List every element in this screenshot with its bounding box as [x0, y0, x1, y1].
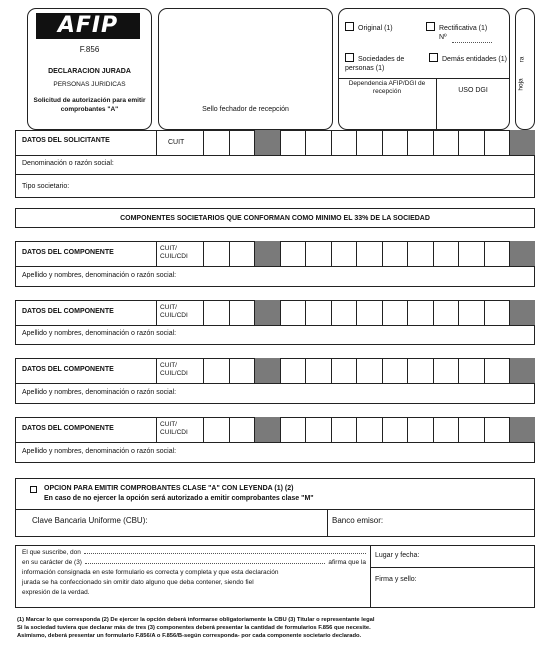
componentes-banner: COMPONENTES SOCIETARIOS QUE CONFORMAN COMO MINIMO EL 33% DE LA SOCIEDAD: [15, 208, 535, 228]
componente-title-2: DATOS DEL COMPONENTE: [22, 308, 114, 315]
componente-id-label-4: CUIT/ CUIL/CDI: [160, 421, 188, 436]
dependencia-label: Dependencia AFIP/DGI de recepción: [348, 80, 426, 95]
checkbox-demas-box[interactable]: [429, 53, 438, 62]
componente-id-label-2: CUIT/ CUIL/CDI: [160, 304, 188, 319]
componente-row-divider-4: [15, 442, 535, 443]
opcion-subtitle: En caso de no ejercer la opción será autorizado a emitir comprobantes clase "M": [44, 495, 314, 502]
declaracion-line-5: expresión de la verdad.: [22, 589, 90, 596]
componente-id-cells-3[interactable]: [203, 358, 535, 383]
solicitante-title-divider: [156, 130, 157, 155]
componente-divider-4: [156, 417, 157, 442]
declaracion-line-1: [22, 549, 366, 556]
afip-logo: AFIP: [36, 13, 140, 39]
footnote-2: Si la sociedad tuviera que declarar más de tres (3) componentes deberá presentar la cantidad de formularios F.856 que necesite.: [17, 625, 371, 631]
form-description: Solicitud de autorización para emitir comprobantes "A": [33, 97, 146, 113]
checkbox-demas[interactable]: [429, 53, 509, 64]
form-number: F.856: [79, 45, 100, 54]
declaracion-line-4: jurada se ha confeccionado sin omitir dato alguno que deba contener, siendo fiel: [22, 579, 254, 586]
componente-divider-3: [156, 358, 157, 383]
componente-name-label-4[interactable]: Apellido y nombres, denominación o razón social:: [22, 448, 177, 455]
checkbox-original[interactable]: [345, 22, 393, 32]
declaracion-col-divider: [370, 545, 371, 608]
lugar-fecha-label[interactable]: Lugar y fecha:: [375, 552, 420, 559]
tipo-societario-label[interactable]: Tipo societario:: [22, 183, 70, 190]
opcion-col-divider: [327, 509, 328, 537]
solicitante-row-divider-1: [15, 155, 535, 156]
componente-id-cells-1[interactable]: [203, 241, 535, 266]
componente-name-label-1[interactable]: Apellido y nombres, denominación o razón social:: [22, 272, 177, 279]
declaracion-line-3: información consignada en este formulario es correcta y completa y que esta declaración: [22, 569, 279, 576]
componente-title-3: DATOS DEL COMPONENTE: [22, 366, 114, 373]
side-label-top: ra: [518, 56, 526, 63]
solicitante-title: DATOS DEL SOLICITANTE: [22, 137, 110, 144]
componente-id-label-3: CUIT/ CUIL/CDI: [160, 362, 188, 377]
side-strip: [515, 8, 535, 130]
componente-id-cells-2[interactable]: [203, 300, 535, 325]
cbu-label[interactable]: Clave Bancaria Uniforme (CBU):: [32, 516, 148, 525]
declaracion-line-2-text: en su carácter de (3): [22, 559, 82, 566]
denominacion-label[interactable]: Denominación o razón social:: [22, 160, 114, 167]
componente-name-label-2[interactable]: Apellido y nombres, denominación o razón social:: [22, 330, 177, 337]
type-divider: [338, 78, 510, 79]
componente-row-divider-3: [15, 383, 535, 384]
checkbox-rectificativa[interactable]: [426, 22, 487, 32]
form-subtitle: PERSONAS JURIDICAS: [53, 81, 126, 88]
opcion-checkbox[interactable]: [30, 486, 37, 493]
componente-id-label-1: CUIT/ CUIL/CDI: [160, 245, 188, 260]
cuit-cells[interactable]: [203, 130, 535, 155]
declaracion-row-divider: [370, 567, 535, 568]
checkbox-sociedades[interactable]: [345, 53, 425, 73]
dependencia-divider: [436, 78, 437, 130]
banco-emisor-label[interactable]: Banco emisor:: [332, 516, 384, 525]
form-title: DECLARACION JURADA: [48, 68, 131, 75]
side-label-bottom: hoja: [517, 78, 525, 91]
opcion-title: OPCION PARA EMITIR COMPROBANTES CLASE "A" CON LEYENDA (1) (2): [44, 485, 294, 492]
stamp-label: Sello fechador de recepción: [202, 106, 289, 113]
numero-field[interactable]: [452, 41, 492, 43]
declaracion-line-2-right: afirma que la: [328, 559, 366, 566]
checkbox-sociedades-label: Sociedades de personas (1): [345, 56, 405, 72]
opcion-row-divider: [15, 509, 535, 510]
checkbox-demas-label: Demás entidades (1): [442, 56, 507, 63]
checkbox-original-box[interactable]: [345, 22, 354, 31]
componente-divider-1: [156, 241, 157, 266]
componente-id-cells-4[interactable]: [203, 417, 535, 442]
uso-dgi-label: USO DGI: [458, 87, 488, 94]
checkbox-sociedades-box[interactable]: [345, 53, 354, 62]
checkbox-original-label: Original (1): [358, 25, 393, 32]
checkbox-rectificativa-box[interactable]: [426, 22, 435, 31]
componente-row-divider-1: [15, 266, 535, 267]
componente-row-divider-2: [15, 325, 535, 326]
firma-sello-label[interactable]: Firma y sello:: [375, 576, 417, 583]
declarant-name-field[interactable]: [84, 549, 366, 554]
solicitante-row-divider-2: [15, 174, 535, 175]
componente-divider-2: [156, 300, 157, 325]
footnote-1: (1) Marcar lo que corresponda (2) De ejercer la opción deberá informarse obligatoriamente la CBU (3) Titular o representante legal: [17, 617, 375, 623]
numero-label: Nº: [439, 34, 447, 41]
declaracion-line-1-text: El que suscribe, don: [22, 549, 81, 556]
componente-title-4: DATOS DEL COMPONENTE: [22, 425, 114, 432]
declarant-role-field[interactable]: [85, 559, 325, 564]
checkbox-rectificativa-label: Rectificativa (1): [439, 25, 488, 32]
componente-name-label-3[interactable]: Apellido y nombres, denominación o razón social:: [22, 389, 177, 396]
footnote-3: Asimismo, deberá presentar un formulario F.856/A o F.856/B-según corresponda- por cada componente societario declarado.: [17, 633, 362, 639]
componente-title-1: DATOS DEL COMPONENTE: [22, 249, 114, 256]
cuit-label: CUIT: [168, 139, 185, 146]
declaracion-line-2: [22, 559, 366, 566]
